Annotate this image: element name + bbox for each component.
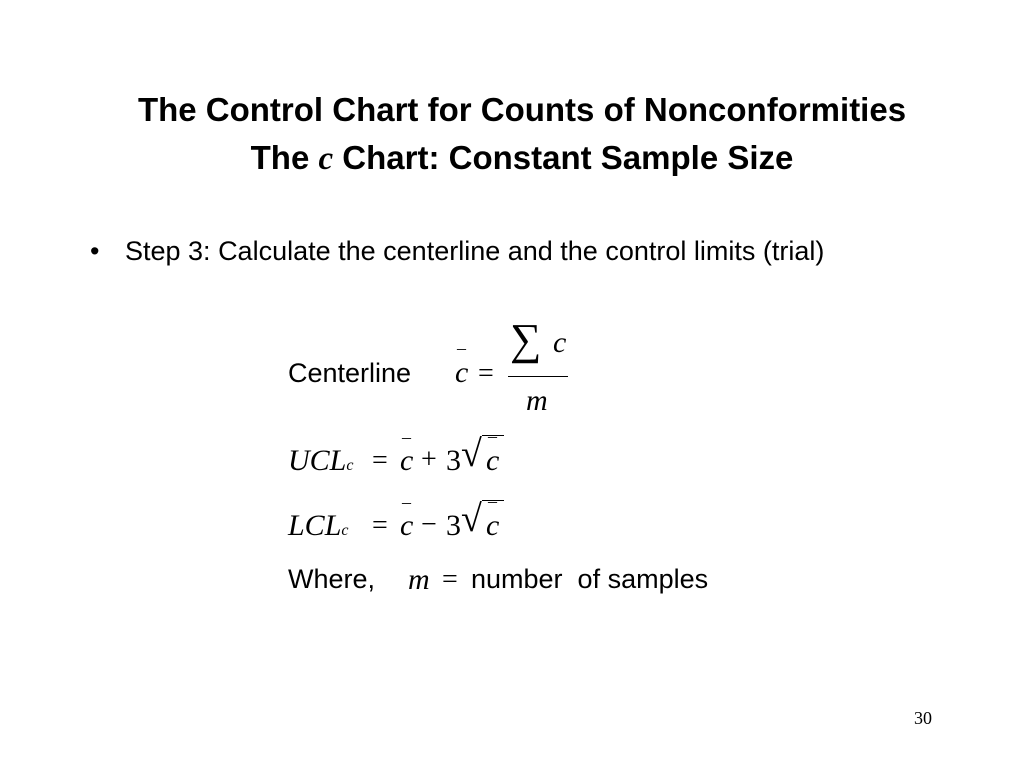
numerator-c: c — [553, 326, 567, 359]
page-number: 30 — [914, 708, 932, 728]
denominator-m: m — [526, 384, 548, 417]
where-text: number of samples — [471, 564, 709, 594]
ucl-name: UCL — [288, 444, 347, 477]
where-variable-m: m — [408, 563, 430, 596]
lcl-cbar: c — [400, 509, 414, 542]
ucl-lhs — [288, 444, 353, 478]
slide-title — [0, 86, 1024, 183]
lcl-three: 3 — [446, 509, 461, 542]
lcl-sqrt-cbar-mark: – — [488, 491, 497, 511]
fraction-bar — [508, 376, 568, 377]
where-prefix: Where, — [288, 564, 376, 594]
where-equals: = — [442, 564, 458, 595]
lcl-cbar-mark: – — [402, 492, 411, 512]
title-line-2 — [0, 134, 1024, 183]
sigma-icon: ∑ — [510, 315, 542, 364]
bullet-icon: • — [90, 236, 100, 266]
lcl-sqrt-icon: √ — [461, 498, 482, 540]
ucl-subscript: c — [346, 457, 354, 474]
cbar-variable: c — [455, 356, 469, 389]
cbar-bar-mark: – — [457, 338, 466, 358]
centerline-label: Centerline — [288, 358, 412, 388]
ucl-equals: = — [372, 445, 388, 476]
lcl-sqrt-c: c — [486, 509, 500, 542]
ucl-sqrt-icon: √ — [461, 433, 482, 475]
lcl-equals: = — [372, 510, 388, 541]
lcl-name: LCL — [288, 509, 342, 542]
lcl-lhs — [288, 509, 349, 543]
lcl-subscript: c — [341, 522, 349, 539]
title-variable-c: c — [318, 141, 334, 177]
ucl-sqrt-cbar-mark: – — [488, 426, 497, 446]
equals-sign: = — [478, 358, 494, 389]
title-line-1: The Control Chart for Counts of Nonconformities — [137, 91, 907, 128]
ucl-plus: + — [421, 444, 437, 475]
ucl-three: 3 — [446, 444, 461, 477]
ucl-cbar-mark: – — [402, 427, 411, 447]
lcl-minus: − — [421, 509, 437, 540]
ucl-sqrt-c: c — [486, 444, 500, 477]
title-line-2-pre: The — [250, 139, 310, 176]
title-line-2-post: Chart: Constant Sample Size — [342, 139, 794, 176]
bullet-text: Step 3: Calculate the centerline and the control limits (trial) — [125, 236, 825, 266]
ucl-cbar: c — [400, 444, 414, 477]
